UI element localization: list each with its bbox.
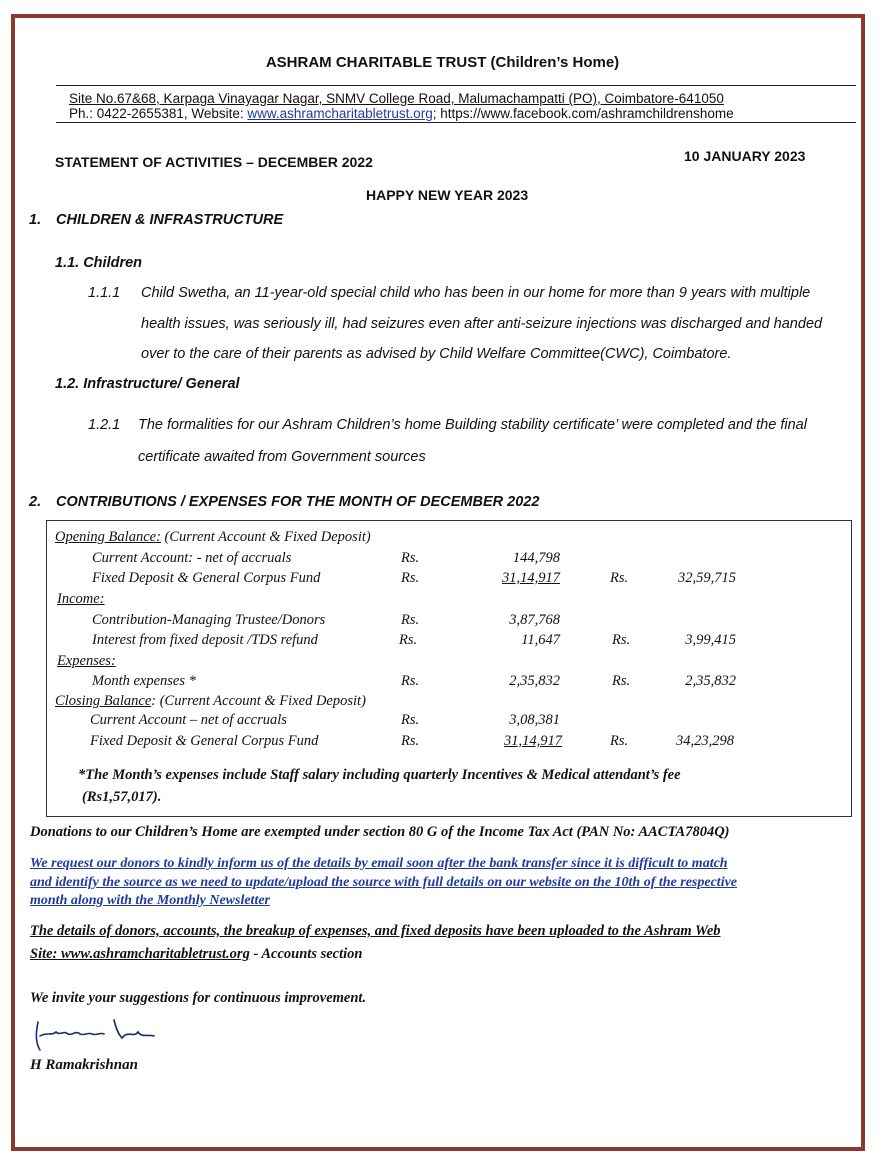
donor-request-line2: and identify the source as we need to update/upload the source with full details on our website on the 10th of the respective — [30, 875, 738, 890]
opening-fd-amount: 31,14,917 — [502, 570, 560, 586]
rs-label: Rs. — [401, 673, 420, 689]
website-link[interactable]: www.ashramcharitabletrust.org — [247, 106, 433, 121]
income-total: 3,99,415 — [685, 632, 736, 648]
rs-label: Rs. — [401, 550, 420, 566]
contribution-label: Contribution-Managing Trustee/Donors — [92, 612, 326, 628]
invite-note: We invite your suggestions for continuous improvement. — [30, 990, 367, 1006]
header-rule-bottom — [56, 122, 856, 123]
greeting: HAPPY NEW YEAR 2023 — [366, 187, 529, 203]
closing-fd-amount: 31,14,917 — [504, 733, 562, 749]
closing-current-amount: 3,08,381 — [509, 712, 560, 728]
month-expenses-label: Month expenses * — [92, 673, 196, 689]
closing-current-label: Current Account – net of accruals — [90, 712, 287, 728]
section2-title: CONTRIBUTIONS / EXPENSES FOR THE MONTH OF DECEMBER 2022 — [56, 494, 540, 510]
income-heading: Income: — [57, 591, 105, 607]
donor-request-line3: month along with the Monthly Newsletter — [30, 893, 270, 908]
expenses-total: 2,35,832 — [685, 673, 736, 689]
sub1-title: 1.1. Children — [55, 255, 143, 271]
rs-label: Rs. — [612, 673, 631, 689]
statement-date: 10 JANUARY 2023 — [684, 148, 806, 164]
donor-request-line1: We request our donors to kindly inform us of the details by email soon after the bank transfer since it is difficult to match — [30, 856, 728, 871]
rs-label: Rs. — [399, 632, 418, 648]
opening-fd-label: Fixed Deposit & General Corpus Fund — [92, 570, 321, 586]
closing-total: 34,23,298 — [676, 733, 734, 749]
expenses-heading: Expenses: — [57, 653, 116, 669]
rs-label: Rs. — [401, 612, 420, 628]
item-121-number: 1.2.1 — [88, 417, 121, 433]
phone: Ph.: 0422-2655381, Website: — [69, 106, 248, 121]
section1-number: 1. — [29, 212, 42, 228]
section2-number: 2. — [29, 494, 42, 510]
trust-title: ASHRAM CHARITABLE TRUST (Children’s Home) — [265, 54, 620, 71]
opening-current-label: Current Account: - net of accruals — [92, 550, 292, 566]
month-expenses-amount: 2,35,832 — [509, 673, 560, 689]
header-rule-top — [56, 85, 856, 86]
closing-fd-label: Fixed Deposit & General Corpus Fund — [90, 733, 319, 749]
contact-line — [69, 106, 734, 121]
item-111-line2: health issues, was seriously ill, had seizures even after anti-seizure injections was discharged and handed — [141, 316, 823, 332]
interest-label: Interest from fixed deposit /TDS refund — [92, 632, 318, 648]
opening-balance-heading: Opening Balance: (Current Account & Fixed Deposit) — [55, 529, 371, 545]
item-121-line2: certificate awaited from Government sources — [138, 449, 426, 465]
closing-balance-heading: Closing Balance: (Current Account & Fixed Deposit) — [55, 693, 366, 709]
rs-label: Rs. — [401, 712, 420, 728]
tax-exemption-note: Donations to our Children’s Home are exempted under section 80 G of the Income Tax Act (PAN No: AACTA7804Q) — [30, 824, 730, 840]
handwritten-signature — [30, 1018, 180, 1060]
sub2-title: 1.2. Infrastructure/ General — [55, 376, 240, 392]
address: Site No.67&68, Karpaga Vinayagar Nagar, SNMV College Road, Malumachampatti (PO), Coimbatore-641050 — [69, 91, 724, 106]
details-site-link[interactable]: Site: www.ashramcharitabletrust.org — [30, 946, 250, 962]
rs-label: Rs. — [610, 733, 629, 749]
item-121-line1: The formalities for our Ashram Children’s home Building stability certificate’ were completed and the final — [138, 417, 807, 433]
section1-title: CHILDREN & INFRASTRUCTURE — [56, 212, 284, 228]
details-line1: The details of donors, accounts, the breakup of expenses, and fixed deposits have been uploaded to the Ashram Web — [30, 923, 721, 939]
expenses-footnote-line1: *The Month’s expenses include Staff salary including quarterly Incentives & Medical attendant’s fee — [78, 767, 681, 783]
facebook-link[interactable]: ; https://www.facebook.com/ashramchildrenshome — [432, 106, 734, 121]
rs-label: Rs. — [612, 632, 631, 648]
expenses-footnote-line2: (Rs1,57,017). — [82, 789, 162, 805]
statement-title: STATEMENT OF ACTIVITIES – DECEMBER 2022 — [55, 154, 373, 170]
signatory-name: H Ramakrishnan — [30, 1057, 138, 1073]
opening-total: 32,59,715 — [678, 570, 736, 586]
opening-current-amount: 144,798 — [512, 550, 560, 566]
rs-label: Rs. — [610, 570, 629, 586]
interest-amount: 11,647 — [521, 632, 560, 648]
rs-label: Rs. — [401, 570, 420, 586]
item-111-number: 1.1.1 — [88, 285, 121, 301]
item-111-line1: Child Swetha, an 11-year-old special child who has been in our home for more than 9 years with multiple — [141, 285, 811, 301]
contribution-amount: 3,87,768 — [509, 612, 560, 628]
rs-label: Rs. — [401, 733, 420, 749]
item-111-line3: over to the care of their parents as advised by Child Welfare Committee(CWC), Coimbatore. — [141, 346, 732, 362]
details-line2: Site: www.ashramcharitabletrust.org - Accounts section — [30, 946, 363, 962]
